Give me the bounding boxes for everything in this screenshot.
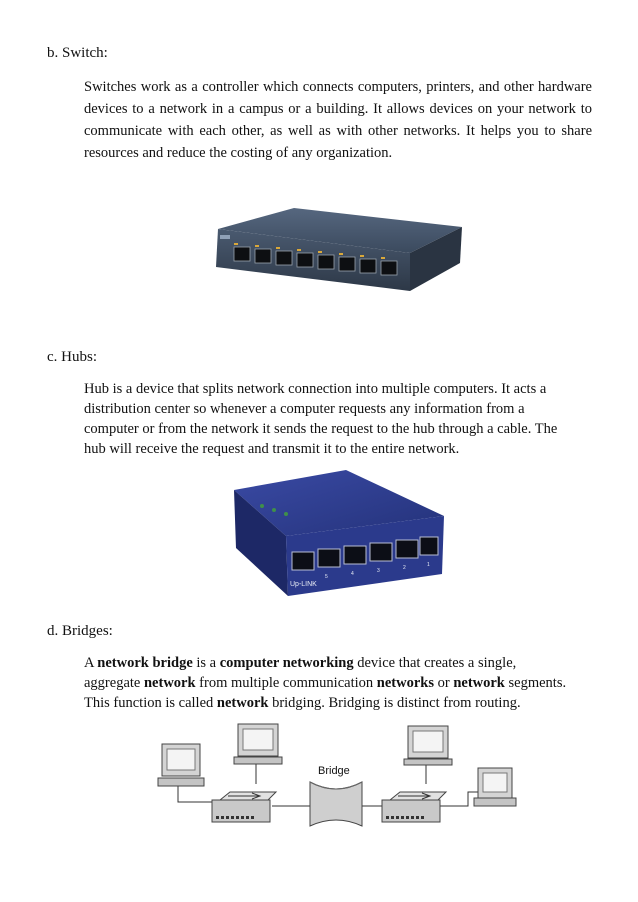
bridge-label: Bridge xyxy=(318,765,350,777)
network-switch-image xyxy=(210,205,465,295)
hub-port-label: 2 xyxy=(403,565,406,571)
hubs-paragraph xyxy=(84,379,592,459)
computer-icon xyxy=(404,726,452,765)
computer-icon xyxy=(234,724,282,764)
bridge-diagram xyxy=(150,722,522,834)
computer-icon xyxy=(474,768,516,806)
hub-port-label: 5 xyxy=(325,574,328,580)
bridges-line-1: A network bridge is a computer networking device that creates a single, xyxy=(84,655,517,671)
bridges-paragraph xyxy=(84,653,592,713)
hub-port-label: 4 xyxy=(351,571,354,577)
hubs-line-2: distribution center so whenever a computer requests any information from a xyxy=(84,401,525,417)
computer-icon xyxy=(158,744,204,786)
switch-paragraph: Switches work as a controller which connects computers, printers, and other hardware devices to a network in a campus or a building. It allows devices on your network to communicate with each other, as well as with other networks. It helps you to share resources and reduce the costing of any organization. xyxy=(84,79,592,161)
bridges-heading: d. Bridges: xyxy=(47,623,113,639)
switch-heading: b. Switch: xyxy=(47,45,108,61)
bridges-line-2: aggregate network from multiple communication networks or network segments. xyxy=(84,675,567,691)
bridges-line-3: This function is called network bridging. Bridging is distinct from routing. xyxy=(84,695,521,711)
network-hub-image xyxy=(228,468,450,608)
hub-device-icon xyxy=(382,792,446,822)
hub-uplink-label: Up-LINK xyxy=(290,581,317,588)
hub-device-icon xyxy=(212,792,276,822)
hubs-line-4: hub will receive the request and transmit it to the entire network. xyxy=(84,441,460,457)
hub-port-label: 1 xyxy=(427,562,430,568)
hubs-line-3: computer or from the network it sends the request to the hub through a cable. The xyxy=(84,421,558,437)
bridge-device-icon xyxy=(310,782,362,826)
hubs-line-1: Hub is a device that splits network connection into multiple computers. It acts a xyxy=(84,381,547,397)
hub-port-label: 3 xyxy=(377,568,380,574)
hubs-heading: c. Hubs: xyxy=(47,349,97,365)
